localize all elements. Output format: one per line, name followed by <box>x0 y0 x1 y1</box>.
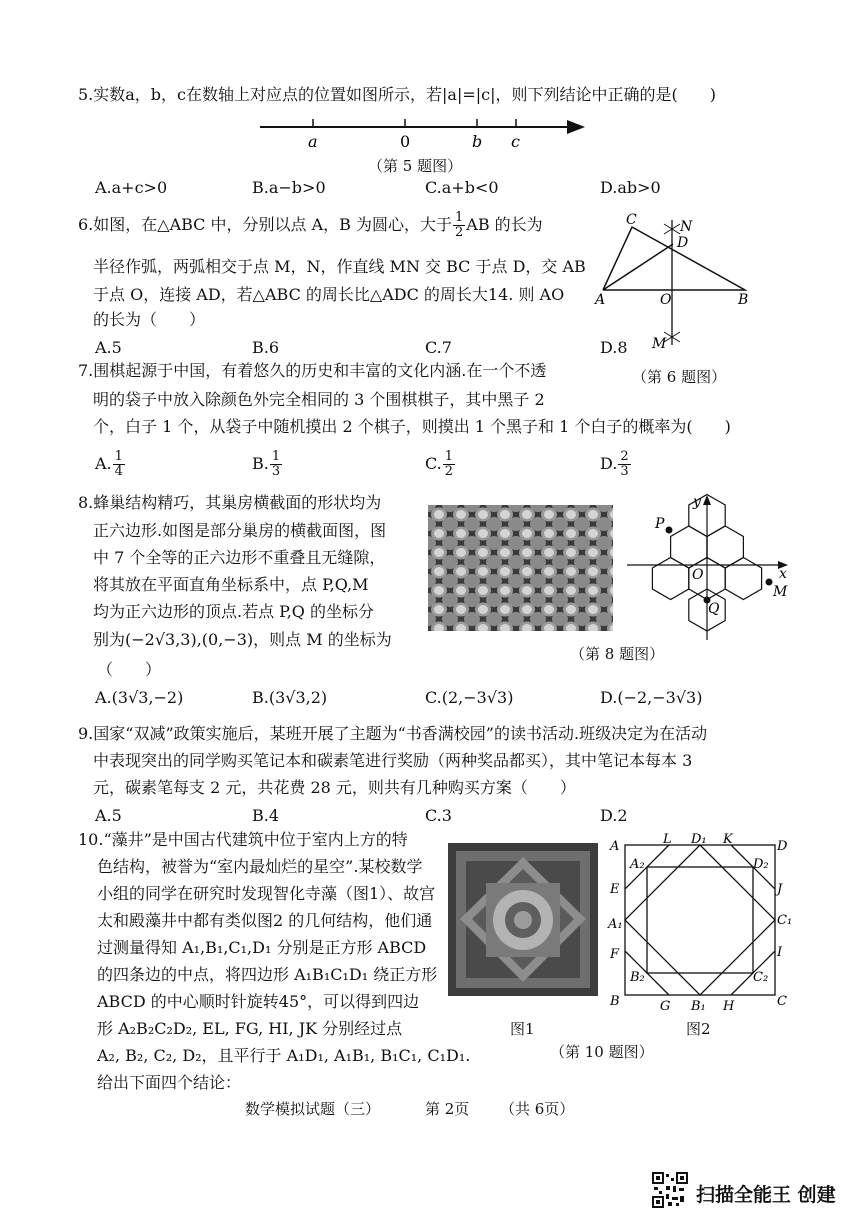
svg-text:C: C <box>626 212 637 228</box>
q6-option-c: C.7 <box>425 338 452 357</box>
q6-line1: 6.如图，在△ABC 中，分别以点 A，B 为圆心，大于 $\frac{1}{2}$ AB 的长为 <box>78 210 543 240</box>
svg-text:N: N <box>680 219 693 235</box>
svg-text:H: H <box>723 999 735 1014</box>
scanner-watermark: 扫描全能王 创建 <box>696 1184 836 1206</box>
q5-caption: （第 5 题图） <box>368 157 463 175</box>
q7-option-c: C. $\frac{1}{2}$ <box>425 449 454 479</box>
svg-text:D₁: D₁ <box>691 832 707 847</box>
svg-text:O: O <box>660 292 672 308</box>
q10-line10: 给出下面四个结论： <box>97 1073 242 1092</box>
q9-option-a: A.5 <box>95 806 122 825</box>
q8-line4: 将其放在平面直角坐标系中，点 P,Q,M <box>93 575 369 594</box>
svg-text:A₂: A₂ <box>630 857 645 872</box>
q9-option-c: C.3 <box>425 806 452 825</box>
svg-text:C: C <box>777 994 787 1009</box>
svg-text:y: y <box>693 494 701 510</box>
q10-geometry-figure <box>605 830 793 1015</box>
q8-line6: 别为(−2√3,3),(0,−3)，则点 M 的坐标为 <box>93 630 392 649</box>
qr-code-icon <box>652 1172 688 1208</box>
svg-text:A: A <box>595 292 606 308</box>
q5-option-d: D.ab>0 <box>600 178 661 197</box>
axis-label-c: c <box>511 132 520 151</box>
svg-text:G: G <box>660 999 671 1014</box>
svg-text:E: E <box>610 882 620 897</box>
svg-text:D: D <box>677 235 689 251</box>
q5-option-c: C.a+b<0 <box>425 178 499 197</box>
q10-fig1-caption: 图1 <box>510 1020 535 1038</box>
svg-text:D₂: D₂ <box>753 857 769 872</box>
q5-stem: 5.实数a，b，c在数轴上对应点的位置如图所示，若|a|=|c|，则下列结论中正确的是( ) <box>78 85 716 104</box>
q7-option-a: A. $\frac{1}{4}$ <box>95 449 123 479</box>
q8-caption: （第 8 题图） <box>570 645 665 663</box>
q10-line2: 色结构，被誉为“室内最灿烂的星空”.某校数学 <box>97 857 423 876</box>
svg-text:L: L <box>663 832 672 847</box>
q8-option-a: A.(3√3,−2) <box>95 688 184 707</box>
q6-caption: （第 6 题图） <box>632 368 727 386</box>
q10-fig2-caption: 图2 <box>686 1020 711 1038</box>
axis-label-b: b <box>472 132 483 151</box>
svg-text:K: K <box>723 832 733 847</box>
q8-option-d: D.(−2,−3√3) <box>600 688 703 707</box>
q8-line5: 均为正六边形的顶点.若点 P,Q 的坐标分 <box>93 602 374 621</box>
svg-text:M: M <box>773 584 788 600</box>
q6-option-d: D.8 <box>600 338 628 357</box>
q10-line9: A₂, B₂, C₂, D₂，且平行于 A₁D₁, A₁B₁, B₁C₁, C₁D₁. <box>97 1046 471 1065</box>
svg-text:B: B <box>738 292 749 308</box>
q5-option-b: B.a−b>0 <box>252 178 326 197</box>
hexagon-cell <box>725 558 761 600</box>
svg-text:M: M <box>652 336 667 352</box>
svg-text:O: O <box>692 567 704 583</box>
q10-line4: 太和殿藻井中都有类似图2 的几何结构，他们通 <box>97 911 433 930</box>
svg-text:P: P <box>655 516 665 532</box>
svg-text:Q: Q <box>708 601 720 617</box>
q6-line2: 半径作弧，两弧相交于点 M，N，作直线 MN 交 BC 于点 D，交 AB <box>93 257 586 276</box>
q5-option-a: A.a+c>0 <box>95 178 168 197</box>
q8-option-c: C.(2,−3√3) <box>425 688 514 707</box>
q10-line5: 过测量得知 A₁,B₁,C₁,D₁ 分别是正方形 ABCD <box>97 938 427 957</box>
q10-caption: （第 10 题图） <box>550 1043 654 1061</box>
q5-number-line <box>255 113 595 153</box>
svg-text:B₂: B₂ <box>630 970 645 985</box>
q7-option-d: D. $\frac{2}{3}$ <box>600 449 629 479</box>
q7-option-b: B. $\frac{1}{3}$ <box>252 449 281 479</box>
svg-text:C₂: C₂ <box>753 970 769 985</box>
q9-line2: 中表现突出的同学购买笔记本和碳素笔进行奖励（两种奖品都买），其中笔记本每本 3 <box>93 751 693 770</box>
axis-label-a: a <box>308 132 318 151</box>
svg-text:F: F <box>610 947 620 962</box>
q6-triangle-figure <box>590 210 760 360</box>
q9-line1: 9.国家“双减”政策实施后，某班开展了主题为“书香满校园”的读书活动.班级决定为在活动 <box>78 724 708 743</box>
q9-option-b: B.4 <box>252 806 280 825</box>
q7-line1: 7.围棋起源于中国，有着悠久的历史和丰富的文化内涵.在一个不透 <box>78 361 547 380</box>
svg-text:D: D <box>777 839 788 854</box>
svg-text:J: J <box>777 882 783 897</box>
q7-line2: 明的袋子中放入除颜色外完全相同的 3 个围棋棋子，其中黑子 2 <box>93 390 545 409</box>
footer-title: 数学模拟试题（三） <box>245 1100 381 1118</box>
q10-line7: ABCD 的中心顺时针旋转45°，可以得到四边 <box>97 992 420 1011</box>
q10-line3: 小组的同学在研究时发现智化寺藻（图1）、故宫 <box>97 884 436 903</box>
hexagon-cell <box>707 526 743 568</box>
zaojing-photo <box>448 843 598 996</box>
q6-line4: 的长为（ ） <box>93 310 206 329</box>
q6-fraction: $\frac{1}{2}$ <box>455 210 464 240</box>
q8-hexagon-figure <box>622 492 797 644</box>
q8-line1: 8.蜂巢结构精巧，其巢房横截面的形状均为 <box>78 493 382 512</box>
footer-page: 第 2页 <box>425 1100 470 1118</box>
hexagon-cell <box>652 558 688 600</box>
svg-text:I: I <box>777 945 783 960</box>
axis-label-0: 0 <box>400 132 411 151</box>
footer-total: （共 6页） <box>500 1100 575 1118</box>
q8-line7: （ ） <box>97 660 162 679</box>
q6-option-b: B.6 <box>252 338 280 357</box>
svg-text:B: B <box>610 994 620 1009</box>
q10-line8: 形 A₂B₂C₂D₂, EL, FG, HI, JK 分别经过点 <box>97 1019 403 1038</box>
hexagon-cell <box>671 526 707 568</box>
q6-line3: 于点 O，连接 AD，若△ABC 的周长比△ADC 的周长大14. 则 AO <box>93 285 565 304</box>
q10-line6: 的四条边的中点，将四边形 A₁B₁C₁D₁ 绕正方形 <box>97 965 438 984</box>
q9-option-d: D.2 <box>600 806 628 825</box>
honeycomb-photo <box>428 505 613 631</box>
q6-option-a: A.5 <box>95 338 122 357</box>
q8-line2: 正六边形.如图是部分巢房的横截面图，图 <box>93 521 387 540</box>
svg-text:x: x <box>779 566 787 582</box>
svg-text:C₁: C₁ <box>777 913 793 928</box>
q8-option-b: B.(3√3,2) <box>252 688 328 707</box>
q10-line1: 10.“藻井”是中国古代建筑中位于室内上方的特 <box>78 830 408 849</box>
q9-line3: 元，碳素笔每支 2 元，共花费 28 元，则共有几种购买方案（ ） <box>93 778 576 797</box>
svg-text:B₁: B₁ <box>691 999 706 1014</box>
q8-line3: 中 7 个全等的正六边形不重叠且无缝隙， <box>93 548 386 567</box>
svg-text:A₁: A₁ <box>608 917 623 932</box>
svg-text:A: A <box>610 839 620 854</box>
q7-line3: 个，白子 1 个，从袋子中随机摸出 2 个棋子，则摸出 1 个黑子和 1 个白子的概率为( ) <box>93 417 731 436</box>
